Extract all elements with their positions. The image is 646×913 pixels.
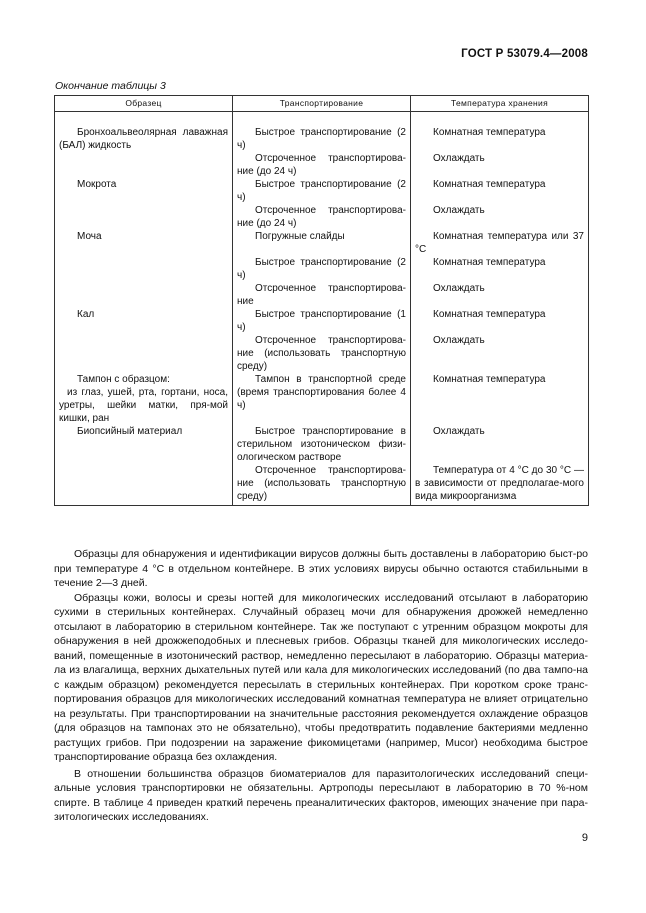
column-header-specimen: Образец (55, 96, 233, 112)
specimen-detail: из глаз, ушей, рта, гортани, носа, уретры, шейки матки, пря-мой кишки, ран (59, 387, 228, 424)
transport-cell: Быстрое транспортирование (1 ч) (233, 308, 411, 334)
transport-cell: Отсроченное транспортирова-ние (до 24 ч) (233, 204, 411, 230)
transport-cell: Отсроченное транспортирова-ние (до 24 ч) (233, 152, 411, 178)
column-header-transport: Транспортирование (233, 96, 411, 112)
column-header-storage: Температура хранения (411, 96, 589, 112)
transport-cell: Быстрое транспортирование в стерильном изотоническом физи-ологическом растворе (233, 425, 411, 464)
storage-cell: Комнатная температура (411, 308, 589, 334)
table-row (55, 282, 589, 308)
storage-cell: Охлаждать (411, 425, 589, 464)
table-row (55, 373, 589, 425)
transport-cell: Погружные слайды (233, 230, 411, 256)
table-row (55, 152, 589, 178)
storage-cell: Комнатная температура (411, 178, 589, 204)
table-row (55, 126, 589, 152)
transport-cell: Тампон в транспортной среде (время транспортирования более 4 ч) (233, 373, 411, 425)
storage-cell: Охлаждать (411, 204, 589, 230)
transport-cell: Быстрое транспортирование (2 ч) (233, 126, 411, 152)
paragraph-viruses: Образцы для обнаружения и идентификации вирусов должны быть доставлены в лабораторию быст-ро при температуре 4 °С в отдельном контейнере. В этих условиях вирусы обычно остаются стабильными в течение 2—3 дней. (54, 548, 588, 589)
page-number: 9 (581, 832, 588, 844)
transport-cell: Быстрое транспортирование (2 ч) (233, 256, 411, 282)
storage-cell: Комнатная температура или 37 °С (411, 230, 589, 256)
storage-cell: Комнатная температура (411, 126, 589, 152)
specimen-label: Тампон с образцом: (77, 374, 170, 385)
transport-cell: Быстрое транспортирование (2 ч) (233, 178, 411, 204)
paragraph-mycology: Образцы кожи, волосы и срезы ногтей для микологических исследований отсылают в лабораторию сухими в стерильных контейнерах. Случайный образец мочи для обнаружения дрожжей немедленно отсылают в лабораторию в стерильном контейнере. Так же поступают с утренним образцом мокроты для обнаружения в ней дрожжеподобных и плесневых грибов. Образцы тканей для микологических исследо-ваний, помещенные в изотонический раствор, немедленно пересылают в лабораторию. Образцы материа-ла из влагалища, верхних дыхательных путей или кала для микологических исследований (по два тампо-на с каждым образцом) рекомендуется пересылать в стерильных контейнерах. При коротком сроке транс-портирования образцов для микологических исследований комнатная температура не влияет отрицательно на результаты. При транспортировании на значительные расстояния рекомендуется охлаждение образцов (для образцов на тампонах это не обязательно), чтобы предотвратить подавление бактериями медленно растущих грибов. При подозрении на заражение фикомицетами (например, Mucor) необходима быстрое транспортирование образца без охлаждения. (54, 591, 588, 763)
storage-cell: Комнатная температура (411, 256, 589, 282)
table-row (55, 204, 589, 230)
storage-cell: Комнатная температура (411, 373, 589, 425)
document-header: ГОСТ Р 53079.4—2008 (461, 48, 588, 60)
storage-cell: Охлаждать (411, 334, 589, 373)
specimen-cell: Мокрота (55, 178, 233, 204)
specimen-cell: Бронхоальвеолярная лаважная (БАЛ) жидкость (55, 126, 233, 152)
table-row (55, 425, 589, 464)
storage-cell: Температура от 4 °С до 30 °С — в зависимости от предполагае-мого вида микроорганизма (411, 464, 589, 506)
paragraph-parasitology: В отношении большинства образцов биоматериалов для паразитологических исследований специ-альные условия транспортировки не обязательны. Артроподы пересылают в лабораторию в 70 %-ном спирте. В таблице 4 приведен краткий перечень преаналитических факторов, имеющих значение при пара-зитологических исследованиях. (54, 767, 588, 823)
specimen-cell: Моча (55, 230, 233, 256)
table-row (55, 464, 589, 506)
specimen-cell: Кал (55, 308, 233, 334)
specimen-transport-table (54, 95, 589, 506)
transport-cell: Отсроченное транспортирова-ние (использовать транспортную среду) (233, 464, 411, 506)
specimen-cell: Биопсийный материал (55, 425, 233, 464)
specimen-cell (55, 373, 233, 425)
table-row (55, 308, 589, 334)
storage-cell: Охлаждать (411, 152, 589, 178)
table-row (55, 230, 589, 256)
table-caption: Окончание таблицы 3 (55, 80, 166, 92)
transport-cell: Отсроченное транспортирова-ние (использовать транспортную среду) (233, 334, 411, 373)
table-row (55, 178, 589, 204)
table-row (55, 256, 589, 282)
transport-cell: Отсроченное транспортирова-ние (233, 282, 411, 308)
storage-cell: Охлаждать (411, 282, 589, 308)
table-row (55, 334, 589, 373)
body-text (54, 547, 588, 825)
